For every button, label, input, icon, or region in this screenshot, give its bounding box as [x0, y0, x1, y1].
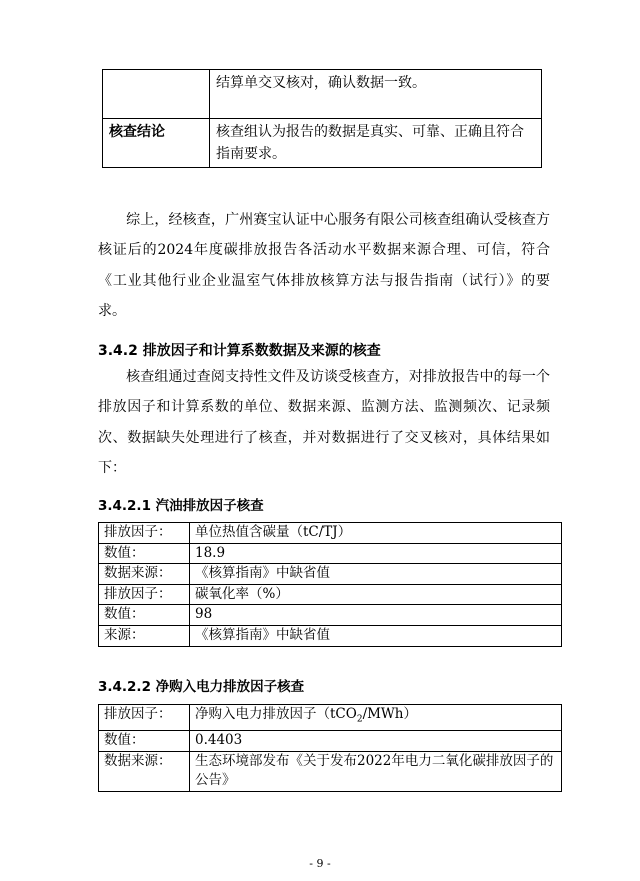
- summary-paragraph: [98, 205, 550, 327]
- row-key: 数值：: [99, 605, 190, 626]
- table-row: [99, 751, 562, 791]
- row-key: 数据来源：: [99, 751, 190, 791]
- section-heading-3-4-2-2: 3.4.2.2 净购入电力排放因子核查: [98, 679, 305, 695]
- electricity-factor-table: [98, 704, 562, 792]
- row-key: 数据来源：: [99, 564, 190, 585]
- row-key: 排放因子：: [99, 584, 190, 605]
- table-row: [99, 543, 562, 564]
- table-text-cell: 结算单交叉核对，确认数据一致。: [210, 70, 542, 119]
- factor-subscript: 2: [356, 714, 363, 725]
- table-row: [99, 584, 562, 605]
- table-label-cell: [103, 70, 210, 119]
- table-row: [99, 705, 562, 731]
- row-value: 生态环境部发布《关于发布2022年电力二氧化碳排放因子的公告》: [190, 751, 562, 791]
- gasoline-factor-table: [98, 522, 562, 647]
- verification-table: [102, 69, 542, 168]
- factor-suffix: /MWh）: [362, 706, 418, 722]
- row-value: 18.9: [190, 543, 562, 564]
- section-heading-3-4-2: 3.4.2 排放因子和计算系数数据及来源的核查: [98, 343, 381, 359]
- table-row: [99, 625, 562, 646]
- table-row: [103, 119, 542, 168]
- row-value: 0.4403: [190, 731, 562, 752]
- row-key: 排放因子：: [99, 523, 190, 544]
- row-key: 数值：: [99, 543, 190, 564]
- table-row: [99, 605, 562, 626]
- row-key: 排放因子：: [99, 705, 190, 731]
- page-number: - 9 -: [309, 857, 331, 870]
- section-heading-3-4-2-1: 3.4.2.1 汽油排放因子核查: [98, 498, 264, 514]
- conclusion-text: 核查组认为报告的数据是真实、可靠、正确且符合指南要求。: [210, 119, 542, 168]
- section-paragraph-3-4-2: [98, 362, 550, 484]
- table-row: [99, 564, 562, 585]
- row-value: 《核算指南》中缺省值: [190, 564, 562, 585]
- row-value: [190, 705, 562, 731]
- factor-prefix: 净购入电力排放因子（tCO: [195, 706, 357, 722]
- row-key: 来源：: [99, 625, 190, 646]
- section-paragraph-text: 核查组通过查阅支持性文件及访谈受核查方，对排放报告中的每一个排放因子和计算系数的单位、数据来源、监测方法、监测频次、记录频次、数据缺失处理进行了核查，并对数据进行了交叉核对，具体结果如下：: [98, 369, 550, 477]
- table-row: [99, 731, 562, 752]
- row-value: 单位热值含碳量（tC/TJ）: [190, 523, 562, 544]
- row-value: 98: [190, 605, 562, 626]
- conclusion-label: 核查结论: [103, 119, 210, 168]
- row-value: 《核算指南》中缺省值: [190, 625, 562, 646]
- row-key: 数值：: [99, 731, 190, 752]
- table-row: [99, 523, 562, 544]
- row-value: 碳氧化率（%）: [190, 584, 562, 605]
- table-row: [103, 70, 542, 119]
- summary-text: 综上，经核查，广州赛宝认证中心服务有限公司核查组确认受核查方核证后的2024年度碳排放报告各活动水平数据来源合理、可信，符合《工业其他行业企业温室气体排放核算方法与报告指南（试行）》的要求。: [98, 212, 550, 320]
